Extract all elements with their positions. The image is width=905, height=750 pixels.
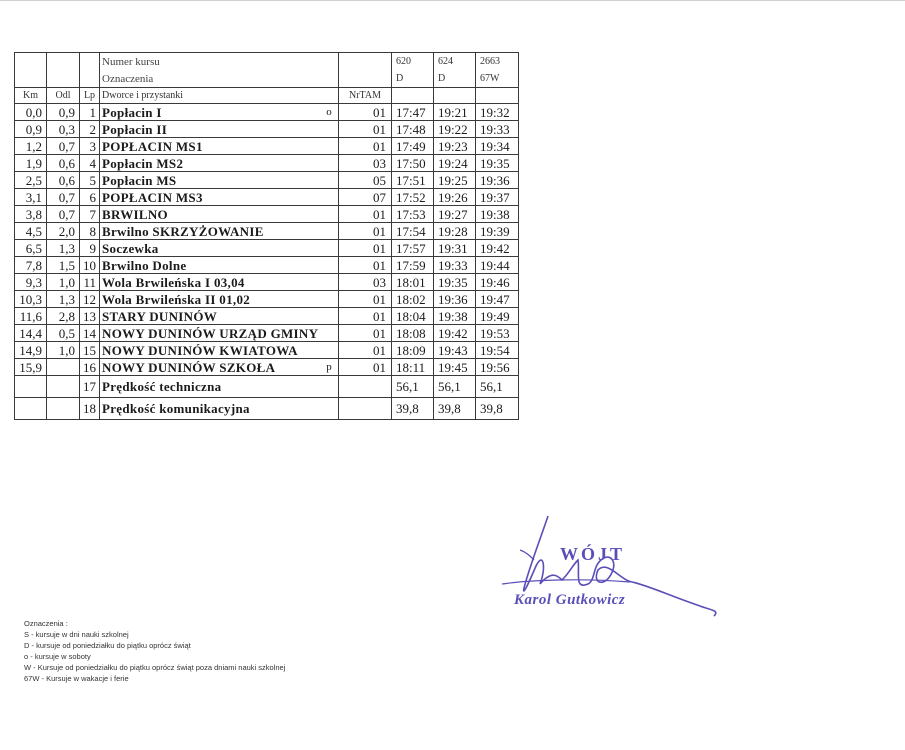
nrtam-cell: 01: [339, 206, 392, 223]
stop-name: Brwilno SKRZYŻOWANIE: [102, 223, 264, 239]
time-cell: 18:01: [392, 274, 434, 291]
time-cell: 19:49: [476, 308, 519, 325]
stop-name-cell: [100, 342, 339, 359]
stop-name: Soczewka: [102, 240, 159, 256]
nrtam-cell: 03: [339, 274, 392, 291]
stop-name-cell: [100, 121, 339, 138]
time-cell: 17:59: [392, 257, 434, 274]
nrtam-cell: 01: [339, 240, 392, 257]
footer-label: Prędkość komunikacyjna: [100, 398, 339, 420]
course-number-1: 620: [392, 53, 434, 71]
nrtam-cell: 01: [339, 342, 392, 359]
stop-name: Popłacin I: [102, 104, 162, 120]
time-cell: 19:56: [476, 359, 519, 376]
time-cell: 17:50: [392, 155, 434, 172]
markings-label: Oznaczenia: [100, 70, 339, 88]
odl-cell: 2,8: [47, 308, 80, 325]
odl-cell: 1,5: [47, 257, 80, 274]
stop-name: Popłacin MS2: [102, 155, 184, 171]
stop-name: POPŁACIN MS1: [102, 138, 203, 154]
time-cell: 18:08: [392, 325, 434, 342]
lp-cell: 14: [80, 325, 100, 342]
nrtam-cell: 01: [339, 257, 392, 274]
col-km-header: Km: [15, 88, 47, 104]
time-cell: 19:54: [476, 342, 519, 359]
odl-cell: 0,7: [47, 206, 80, 223]
stop-name: Popłacin II: [102, 121, 168, 137]
timetable: [14, 52, 519, 420]
table-row: [15, 121, 519, 138]
course-number-2: 624: [434, 53, 476, 71]
speed-cell: 56,1: [476, 376, 519, 398]
time-cell: 19:21: [434, 104, 476, 121]
stop-name-cell: [100, 274, 339, 291]
lp-cell: 3: [80, 138, 100, 155]
time-cell: 19:44: [476, 257, 519, 274]
km-cell: 4,5: [15, 223, 47, 240]
empty-cell: [339, 376, 392, 398]
empty-cell: [15, 398, 47, 420]
stop-name-cell: [100, 104, 339, 121]
km-cell: 14,4: [15, 325, 47, 342]
stop-name: NOWY DUNINÓW URZĄD GMINY: [102, 325, 319, 341]
time-cell: 17:52: [392, 189, 434, 206]
stop-name-cell: [100, 359, 339, 376]
course-number-3: 2663: [476, 53, 519, 71]
stop-name-cell: [100, 308, 339, 325]
odl-cell: 0,7: [47, 138, 80, 155]
time-cell: 19:46: [476, 274, 519, 291]
course-marking-2: D: [434, 70, 476, 88]
time-cell: 19:32: [476, 104, 519, 121]
nrtam-cell: 03: [339, 155, 392, 172]
km-cell: 1,9: [15, 155, 47, 172]
empty-cell: [339, 398, 392, 420]
stop-name-cell: [100, 291, 339, 308]
lp-cell: 10: [80, 257, 100, 274]
lp-cell: 1: [80, 104, 100, 121]
stop-name-cell: [100, 240, 339, 257]
stop-name-cell: [100, 206, 339, 223]
km-cell: 14,9: [15, 342, 47, 359]
table-row: [15, 359, 519, 376]
legend-line: o - kursuje w soboty: [24, 652, 91, 661]
time-cell: 19:38: [434, 308, 476, 325]
legend: [24, 618, 285, 684]
speed-cell: 56,1: [434, 376, 476, 398]
time-cell: 19:23: [434, 138, 476, 155]
nrtam-cell: 01: [339, 138, 392, 155]
legend-line: W - Kursuje od poniedziałku do piątku oprócz świąt poza dniami nauki szkolnej: [24, 663, 286, 672]
time-cell: 19:28: [434, 223, 476, 240]
odl-cell: [47, 359, 80, 376]
empty-cell: [47, 376, 80, 398]
time-cell: 18:04: [392, 308, 434, 325]
header-row-marking: [15, 70, 519, 88]
lp-cell: 17: [80, 376, 100, 398]
col-odl-header: Odl: [47, 88, 80, 104]
time-cell: 17:54: [392, 223, 434, 240]
km-cell: 3,1: [15, 189, 47, 206]
stop-name: STARY DUNINÓW: [102, 308, 218, 324]
lp-cell: 13: [80, 308, 100, 325]
stop-name: Popłacin MS: [102, 172, 177, 188]
lp-cell: 2: [80, 121, 100, 138]
speed-cell: 39,8: [392, 398, 434, 420]
nrtam-cell: 01: [339, 223, 392, 240]
stop-name: POPŁACIN MS3: [102, 189, 203, 205]
nrtam-cell: 07: [339, 189, 392, 206]
km-cell: 2,5: [15, 172, 47, 189]
table-row: [15, 308, 519, 325]
time-cell: 17:53: [392, 206, 434, 223]
stop-name-cell: [100, 172, 339, 189]
odl-cell: 0,7: [47, 189, 80, 206]
lp-cell: 9: [80, 240, 100, 257]
lp-cell: 5: [80, 172, 100, 189]
odl-cell: 1,0: [47, 274, 80, 291]
table-row: [15, 223, 519, 240]
km-cell: 1,2: [15, 138, 47, 155]
km-cell: 9,3: [15, 274, 47, 291]
stop-name-cell: [100, 155, 339, 172]
table-row: [15, 172, 519, 189]
speed-cell: 39,8: [434, 398, 476, 420]
lp-cell: 16: [80, 359, 100, 376]
table-row: [15, 138, 519, 155]
time-cell: 19:24: [434, 155, 476, 172]
time-cell: 19:36: [434, 291, 476, 308]
time-cell: 19:43: [434, 342, 476, 359]
nrtam-cell: 01: [339, 325, 392, 342]
time-cell: 19:47: [476, 291, 519, 308]
time-cell: 18:11: [392, 359, 434, 376]
km-cell: 11,6: [15, 308, 47, 325]
signature-scribble: [500, 510, 730, 630]
km-cell: 7,8: [15, 257, 47, 274]
table-row: [15, 189, 519, 206]
time-cell: 17:47: [392, 104, 434, 121]
time-cell: 17:49: [392, 138, 434, 155]
course-number-label: Numer kursu: [100, 53, 339, 71]
odl-cell: 1,3: [47, 240, 80, 257]
lp-cell: 8: [80, 223, 100, 240]
table-row: [15, 274, 519, 291]
km-cell: 10,3: [15, 291, 47, 308]
stop-name-cell: [100, 189, 339, 206]
table-row: [15, 206, 519, 223]
time-cell: 19:35: [476, 155, 519, 172]
nrtam-cell: 01: [339, 291, 392, 308]
nrtam-cell: 05: [339, 172, 392, 189]
footer-label: Prędkość techniczna: [100, 376, 339, 398]
stop-name-cell: [100, 138, 339, 155]
footer-row: [15, 398, 519, 420]
table-row: [15, 325, 519, 342]
odl-cell: 0,9: [47, 104, 80, 121]
stop-name: Wola Brwileńska II 01,02: [102, 291, 251, 307]
legend-line: 67W - Kursuje w wakacje i ferie: [24, 674, 129, 683]
time-cell: 19:39: [476, 223, 519, 240]
top-rule: [0, 0, 905, 1]
stop-mark: o: [326, 105, 332, 118]
time-cell: 19:25: [434, 172, 476, 189]
empty-cell: [47, 398, 80, 420]
nrtam-cell: 01: [339, 104, 392, 121]
time-cell: 17:51: [392, 172, 434, 189]
km-cell: 6,5: [15, 240, 47, 257]
stamp-name: Karol Gutkowicz: [514, 592, 626, 608]
odl-cell: 0,6: [47, 172, 80, 189]
stamp-title: WÓJT: [560, 544, 626, 564]
table-row: [15, 240, 519, 257]
time-cell: 19:36: [476, 172, 519, 189]
lp-cell: 18: [80, 398, 100, 420]
time-cell: 19:26: [434, 189, 476, 206]
lp-cell: 4: [80, 155, 100, 172]
table-row: [15, 104, 519, 121]
time-cell: 19:35: [434, 274, 476, 291]
odl-cell: 1,0: [47, 342, 80, 359]
stop-name: Wola Brwileńska I 03,04: [102, 274, 245, 290]
time-cell: 19:42: [476, 240, 519, 257]
time-cell: 18:09: [392, 342, 434, 359]
table-row: [15, 291, 519, 308]
odl-cell: 1,3: [47, 291, 80, 308]
stop-name: Brwilno Dolne: [102, 257, 187, 273]
time-cell: 19:27: [434, 206, 476, 223]
nrtam-cell: 01: [339, 359, 392, 376]
empty-cell: [15, 376, 47, 398]
legend-line: S - kursuje w dni nauki szkolnej: [24, 630, 129, 639]
odl-cell: 0,5: [47, 325, 80, 342]
stop-name-cell: [100, 223, 339, 240]
time-cell: 19:22: [434, 121, 476, 138]
odl-cell: 0,6: [47, 155, 80, 172]
lp-cell: 12: [80, 291, 100, 308]
time-cell: 19:31: [434, 240, 476, 257]
odl-cell: 2,0: [47, 223, 80, 240]
stop-name: BRWILNO: [102, 206, 168, 222]
course-marking-3: 67W: [476, 70, 519, 88]
table-row: [15, 342, 519, 359]
lp-cell: 11: [80, 274, 100, 291]
time-cell: 19:45: [434, 359, 476, 376]
time-cell: 17:57: [392, 240, 434, 257]
header-row-course: [15, 53, 519, 71]
legend-line: Oznaczenia :: [24, 619, 68, 628]
km-cell: 3,8: [15, 206, 47, 223]
table-row: [15, 155, 519, 172]
col-lp-header: Lp: [80, 88, 100, 104]
time-cell: 19:38: [476, 206, 519, 223]
stop-name: NOWY DUNINÓW KWIATOWA: [102, 342, 298, 358]
time-cell: 19:33: [476, 121, 519, 138]
legend-line: D - kursuje od poniedziałku do piątku oprócz świąt: [24, 641, 191, 650]
course-marking-1: D: [392, 70, 434, 88]
time-cell: 19:42: [434, 325, 476, 342]
header-row-columns: [15, 88, 519, 104]
time-cell: 17:48: [392, 121, 434, 138]
time-cell: 18:02: [392, 291, 434, 308]
time-cell: 19:34: [476, 138, 519, 155]
time-cell: 19:37: [476, 189, 519, 206]
stop-name-cell: [100, 257, 339, 274]
nrtam-cell: 01: [339, 121, 392, 138]
speed-cell: 39,8: [476, 398, 519, 420]
stop-name: NOWY DUNINÓW SZKOŁA: [102, 359, 276, 375]
lp-cell: 15: [80, 342, 100, 359]
table-row: [15, 257, 519, 274]
col-nrtam-header: NrTAM: [339, 88, 392, 104]
km-cell: 15,9: [15, 359, 47, 376]
time-cell: 19:53: [476, 325, 519, 342]
time-cell: 19:33: [434, 257, 476, 274]
stop-mark: p: [326, 360, 332, 373]
signature-stamp: [500, 510, 730, 630]
col-stops-header: Dworce i przystanki: [100, 88, 339, 104]
speed-cell: 56,1: [392, 376, 434, 398]
lp-cell: 7: [80, 206, 100, 223]
lp-cell: 6: [80, 189, 100, 206]
footer-row: [15, 376, 519, 398]
km-cell: 0,0: [15, 104, 47, 121]
odl-cell: 0,3: [47, 121, 80, 138]
stop-name-cell: [100, 325, 339, 342]
nrtam-cell: 01: [339, 308, 392, 325]
km-cell: 0,9: [15, 121, 47, 138]
